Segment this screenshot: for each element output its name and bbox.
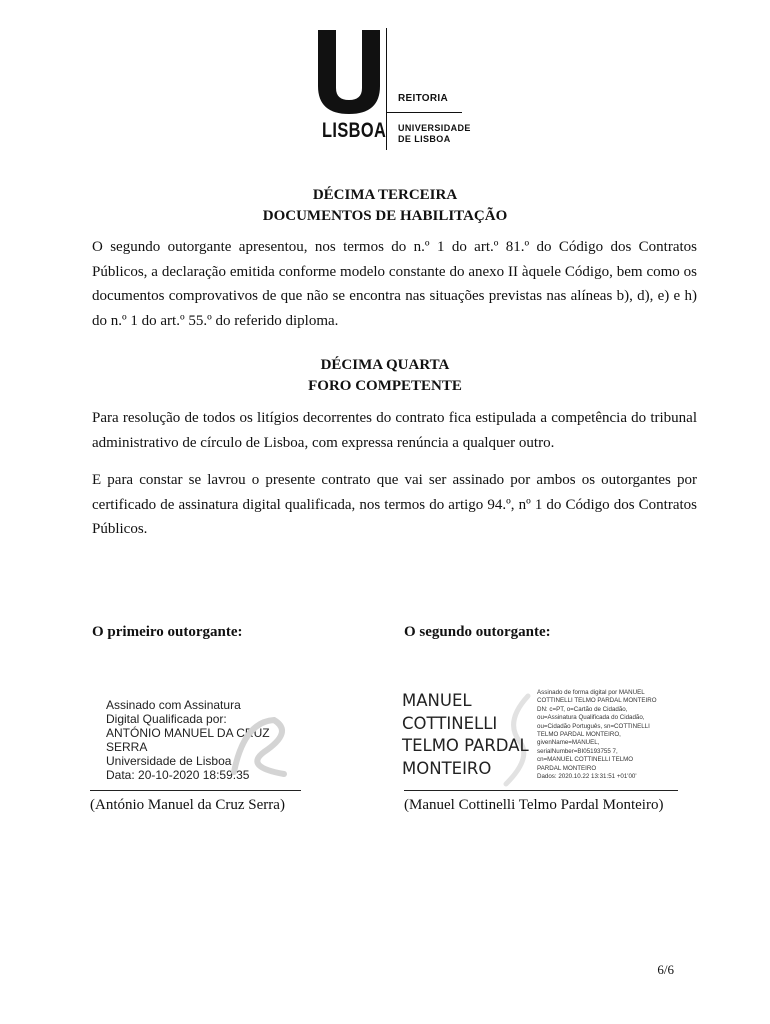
stamp-detail-line: Assinado de forma digital por MANUEL <box>537 689 645 696</box>
section13-paragraph: O segundo outorgante apresentou, nos termos do n.º 1 do art.º 81.º do Código dos Contratos Públicos, a declaração emitida conforme modelo constante do anexo II àquele Código, bem como os documentos comprovativos de que não se encontra nas situações previstas nas alíneas b), d), e) e h) do n.º 1 do art.º 55.º do referido diploma. <box>92 239 697 329</box>
section13-heading <box>0 185 770 227</box>
stamp-name-line: COTTINELLI <box>402 713 498 733</box>
stamp-line: Universidade de Lisboa <box>106 754 232 768</box>
section14-paragraph1: Para resolução de todos os litígios decorrentes do contrato fica estipulada a competência do tribunal administrativo de círculo de Lisboa, com expressa renúncia a qualquer outro. <box>92 410 697 451</box>
stamp-detail-line: ou=Cidadão Português, sn=COTTINELLI <box>537 722 650 730</box>
section13-subtitle: DOCUMENTOS DE HABILITAÇÃO <box>262 208 508 224</box>
section14-heading <box>0 355 770 397</box>
stamp-name-line: TELMO PARDAL <box>402 736 529 755</box>
section13-title: DÉCIMA TERCEIRA <box>312 187 458 203</box>
first-party-signature-stamp <box>106 698 306 782</box>
section14-subtitle: FORO COMPETENTE <box>308 378 462 394</box>
logo-divider-horizontal <box>386 112 462 113</box>
section14-paragraph2: E para constar se lavrou o presente contrato que vai ser assinado por ambos os outorgantes por certificado de assinatura digital qualificada, nos termos do artigo 94.º, nº 1 do Código dos Contratos Públicos. <box>92 472 697 537</box>
stamp-detail-line: PARDAL MONTEIRO <box>537 764 597 772</box>
logo-universidade-line2: DE LISBOA <box>398 134 451 144</box>
section14-title: DÉCIMA QUARTA <box>320 357 450 373</box>
signature-watermark-icon <box>224 712 296 784</box>
stamp-name-line: MONTEIRO <box>402 758 492 778</box>
logo-universidade <box>398 123 478 145</box>
first-party-label: O primeiro outorgante: <box>92 624 243 640</box>
logo-divider-vertical <box>386 28 387 150</box>
page-number: 6/6 <box>657 962 674 977</box>
stamp-detail-line: DN: c=PT, o=Cartão de Cidadão, <box>537 705 628 713</box>
first-party-name: (António Manuel da Cruz Serra) <box>90 797 285 813</box>
second-party-stamp-name <box>402 690 542 780</box>
first-party-signature-line <box>90 790 301 791</box>
stamp-detail-line: serialNumber=BI05193755 7, <box>537 747 618 755</box>
second-party-signature-line <box>404 790 678 791</box>
stamp-detail-line: givenName=MANUEL, <box>537 739 600 747</box>
stamp-line: ANTÓNIO MANUEL DA CRUZ <box>106 726 270 740</box>
second-party-stamp-details <box>537 689 687 781</box>
logo-universidade-line1: UNIVERSIDADE <box>398 123 471 133</box>
logo-lisboa-text: LISBOA <box>322 119 387 142</box>
stamp-detail-line: COTTINELLI TELMO PARDAL MONTEIRO <box>537 697 657 705</box>
second-party-label: O segundo outorgante: <box>404 624 551 640</box>
university-logo-u <box>318 30 380 114</box>
stamp-line: Assinado com Assinatura <box>106 698 241 712</box>
stamp-detail-line: ou=Assinatura Qualificada do Cidadão, <box>537 714 645 722</box>
stamp-line: Data: 20-10-2020 18:59:35 <box>106 768 250 782</box>
stamp-line: SERRA <box>106 740 148 754</box>
stamp-detail-line: Dados: 2020.10.22 13:31:51 +01'00' <box>537 773 637 781</box>
second-party-name: (Manuel Cottinelli Telmo Pardal Monteiro) <box>404 797 664 813</box>
stamp-detail-line: TELMO PARDAL MONTEIRO, <box>537 731 621 739</box>
stamp-name-line: MANUEL <box>402 691 472 710</box>
logo-reitoria: REITORIA <box>398 93 448 104</box>
stamp-line: Digital Qualificada por: <box>106 712 227 726</box>
stamp-detail-line: cn=MANUEL COTTINELLI TELMO <box>537 756 634 764</box>
